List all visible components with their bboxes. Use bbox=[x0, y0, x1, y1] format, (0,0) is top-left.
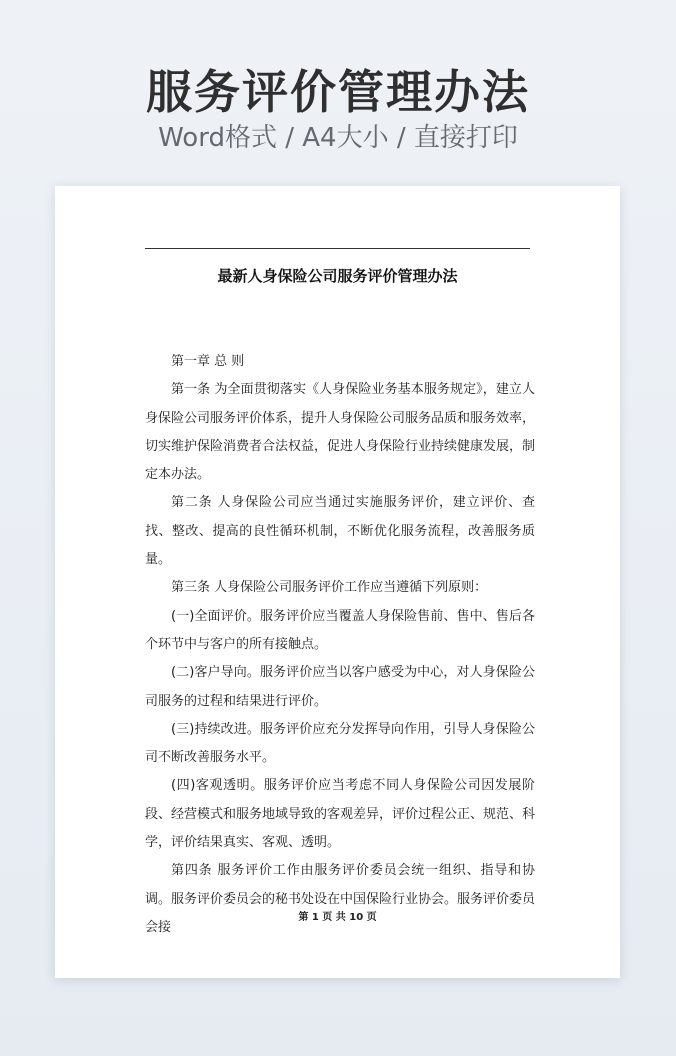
page-number-footer: 第 1 页 共 10 页 bbox=[298, 912, 377, 923]
paragraph-principle-4: (四)客观透明。服务评价应当考虑不同人身保险公司因发展阶段、经营模式和服务地域导致的客观差异，评价过程公正、规范、科学，评价结果真实、客观、透明。 bbox=[145, 778, 536, 851]
paragraph-principle-3: (三)持续改进。服务评价应充分发挥导向作用，引导人身保险公司不断改善服务水平。 bbox=[145, 721, 535, 766]
header-rule bbox=[145, 248, 530, 249]
paragraph-article-4: 第四条 服务评价工作由服务评价委员会统一组织、指导和协调。服务评价委员会的秘书处设在中国保险行业协会。服务评价委员会接 bbox=[145, 863, 536, 935]
paragraph-chapter-heading: 第一章 总 则 bbox=[171, 354, 245, 369]
paragraph-article-1: 第一条 为全面贯彻落实《人身保险业务基本服务规定》，建立人身保险公司服务评价体系，提升人身保险公司服务品质和服务效率，切实维护保险消费者合法权益，促进人身保险行业持续健康发展，制定本办法。 bbox=[145, 382, 536, 483]
document-page bbox=[55, 186, 620, 978]
paragraph-principle-2: (二)客户导向。服务评价应当以客户感受为中心，对人身保险公司服务的过程和结果进行评价。 bbox=[145, 665, 535, 709]
banner-title: 服务评价管理办法 bbox=[146, 65, 530, 119]
document-body bbox=[145, 348, 535, 942]
banner-subtitle: Word格式 / A4大小 / 直接打印 bbox=[158, 123, 518, 153]
paragraph-article-2: 第二条 人身保险公司应当通过实施服务评价，建立评价、查找、整改、提高的良性循环机制，不断优化服务流程，改善服务质量。 bbox=[145, 495, 535, 568]
document-title: 最新人身保险公司服务评价管理办法 bbox=[217, 267, 458, 285]
paragraph-article-3: 第三条 人身保险公司服务评价工作应当遵循下列原则： bbox=[171, 580, 488, 596]
paragraph-principle-1: (一)全面评价。服务评价应当覆盖人身保险售前、售中、售后各个环节中与客户的所有接触点。 bbox=[145, 608, 535, 652]
